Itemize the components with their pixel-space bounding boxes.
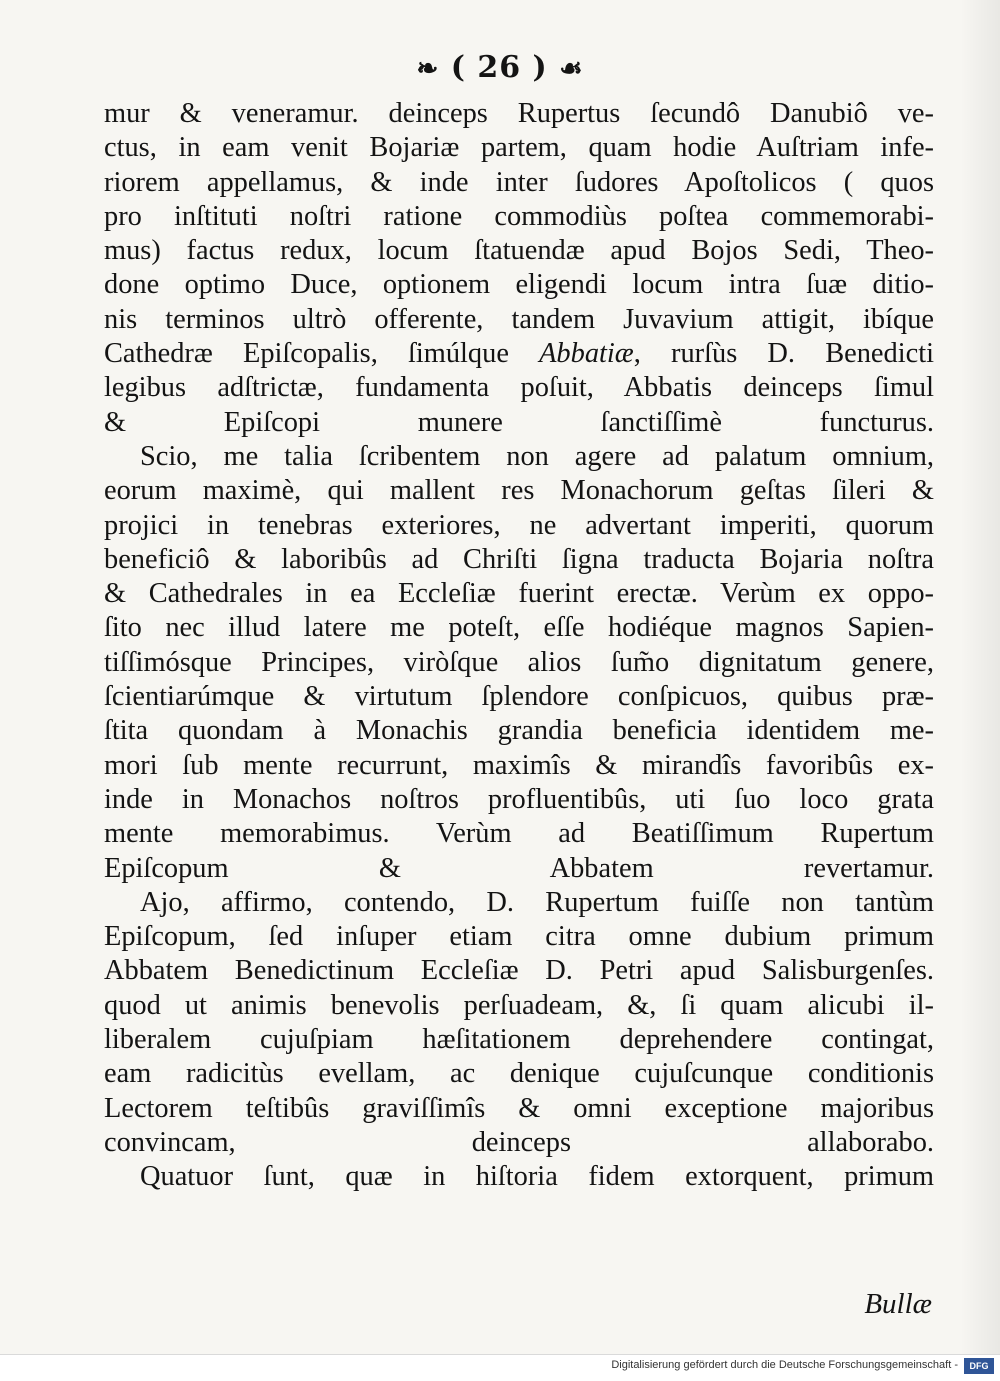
footer-credit: Digitalisierung gefördert durch die Deutsche Forschungsgemeinschaft - bbox=[611, 1359, 958, 1371]
paragraph-1 bbox=[104, 97, 934, 440]
text-line: tiſſimósque Principes, viròſque alios ſum̃o dignitatum genere, bbox=[104, 646, 934, 678]
text-segment: , rurſùs D. Benedicti bbox=[633, 338, 934, 370]
text-line: quod ut animis benevolis perſuadeam, &, ſi quam alicubi il- bbox=[104, 989, 934, 1021]
text-line: ſito nec illud latere me poteſt, eſſe hodiéque magnos Sapien- bbox=[104, 612, 934, 644]
page-number: ( 26 ) bbox=[450, 50, 548, 85]
page-edge-shadow bbox=[960, 0, 1000, 1355]
text-line: eorum maximè, qui mallent res Monachorum geſtas ſileri & bbox=[104, 475, 934, 507]
body-text bbox=[104, 97, 934, 1195]
paragraph-2 bbox=[104, 440, 934, 886]
paragraph-3 bbox=[104, 886, 934, 1160]
text-line: & Epiſcopi munere ſanctiſſimè functurus. bbox=[104, 406, 934, 438]
text-line: Abbatem Benedictinum Eccleſiæ D. Petri apud Salisburgenſes. bbox=[104, 955, 934, 987]
paragraph-4 bbox=[104, 1160, 934, 1194]
text-line: & Cathedrales in ea Eccleſiæ fuerint erectæ. Verùm ex oppo- bbox=[104, 578, 934, 610]
text-line: Lectorem teſtibûs graviſſimîs & omni exceptione majoribus bbox=[104, 1092, 934, 1124]
text-line: eam radicitùs evellam, ac denique cujuſcunque conditionis bbox=[104, 1058, 934, 1090]
page-number-header bbox=[0, 50, 1000, 85]
text-line: Quatuor ſunt, quæ in hiſtoria fidem extorquent, primum bbox=[140, 1161, 934, 1193]
text-line: Epiſcopum & Abbatem revertamur. bbox=[104, 852, 934, 884]
text-line: projici in tenebras exteriores, ne advertant imperiti, quorum bbox=[104, 509, 934, 541]
text-line: Scio, me talia ſcribentem non agere ad palatum omnium, bbox=[140, 440, 934, 472]
text-line: Epiſcopum, ſed inſuper etiam citra omne dubium primum bbox=[104, 921, 934, 953]
text-line: pro inſtituti noſtri ratione commodiùs poſtea commemorabi- bbox=[104, 200, 934, 232]
text-line: liberalem cujuſpiam hæſitationem deprehendere contingat, bbox=[104, 1024, 934, 1056]
text-line: Ajo, affirmo, contendo, D. Rupertum fuiſſe non tantùm bbox=[140, 886, 934, 918]
text-line bbox=[104, 337, 934, 371]
text-line: mente memorabimus. Verùm ad Beatiſſimum Rupertum bbox=[104, 818, 934, 850]
ornament-right-icon: ☙ bbox=[559, 54, 584, 84]
text-line: convincam, deinceps allaborabo. bbox=[104, 1126, 934, 1158]
text-line: riorem appellamus, & inde inter ſudores Apoſtolicos ( quos bbox=[104, 166, 934, 198]
catchword: Bullæ bbox=[864, 1288, 932, 1320]
digitization-footer bbox=[0, 1354, 1000, 1381]
text-line: ſcientiarúmque & virtutum ſplendore conſpicuos, quibus præ- bbox=[104, 681, 934, 713]
text-line: legibus adſtrictæ, fundamenta poſuit, Abbatis deinceps ſimul bbox=[104, 372, 934, 404]
text-segment: Cathedræ Epiſcopalis, ſimúlque bbox=[104, 338, 540, 370]
text-line: ctus, in eam venit Bojariæ partem, quam hodie Auſtriam infe- bbox=[104, 132, 934, 164]
text-line: ſtita quondam à Monachis grandia beneficia identidem me- bbox=[104, 715, 934, 747]
text-line: done optimo Duce, optionem eligendi locum intra ſuæ ditio- bbox=[104, 269, 934, 301]
text-line: mori ſub mente recurrunt, maximîs & mirandîs favoribûs ex- bbox=[104, 749, 934, 781]
text-line: mus) factus redux, locum ſtatuendæ apud Bojos Sedi, Theo- bbox=[104, 235, 934, 267]
ornament-left-icon: ❧ bbox=[416, 54, 440, 84]
text-line: mur & veneramur. deinceps Rupertus ſecundô Danubiô ve- bbox=[104, 98, 934, 129]
text-line: nis terminos ultrò offerente, tandem Juvavium attigit, ibíque bbox=[104, 303, 934, 335]
text-line: beneficiô & laboribûs ad Chriſti ſigna traducta Bojaria noſtra bbox=[104, 543, 934, 575]
text-line: inde in Monachos noſtros profluentibûs, uti ſuo loco grata bbox=[104, 783, 934, 815]
dfg-logo-icon: DFG bbox=[964, 1358, 994, 1374]
italic-word: Abbatiæ bbox=[539, 338, 634, 370]
